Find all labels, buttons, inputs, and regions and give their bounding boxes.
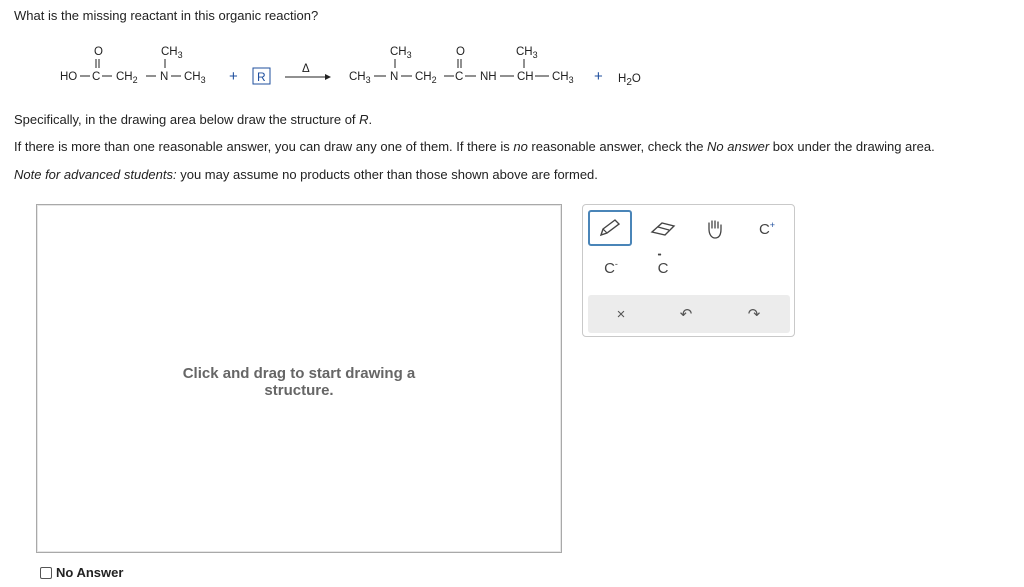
c-lone-pair-icon: •• C xyxy=(657,251,669,277)
reactant-n: N xyxy=(160,71,169,83)
reactant-n-ch3-right: $CH_3$ xyxy=(184,71,206,85)
canvas-hint: Click and drag to start drawing a structure. xyxy=(182,365,416,399)
reactant-r: R xyxy=(257,70,266,84)
c-minus-tool[interactable] xyxy=(597,254,625,282)
hand-icon xyxy=(703,217,727,241)
reactant-c: C xyxy=(92,71,101,83)
redo-icon: ↷ xyxy=(747,306,761,323)
question-text: What is the missing reactant in this organic reaction? xyxy=(14,8,319,23)
product-n-ch3-top: $CH_3$ xyxy=(390,46,412,60)
undo-icon: ↶ xyxy=(679,306,693,323)
c-minus-icon: C- xyxy=(604,259,618,277)
product-ch-ch3-top: $CH_3$ xyxy=(516,46,538,60)
no-answer-label: No Answer xyxy=(56,565,124,580)
undo-button[interactable] xyxy=(666,299,706,329)
product-ch: CH xyxy=(517,71,534,83)
drawing-canvas[interactable] xyxy=(36,204,562,553)
action-bar xyxy=(588,295,790,333)
c-plus-icon: C+ xyxy=(758,220,776,238)
no-answer-option[interactable] xyxy=(40,565,123,580)
product-o: O xyxy=(456,46,465,58)
drawing-toolbar xyxy=(582,204,795,337)
no-answer-checkbox[interactable] xyxy=(40,567,52,579)
reactant-o: O xyxy=(94,46,103,58)
instruction-line-2: If there is more than one reasonable answer, you can draw any one of them. If there is no reasonable answer, check the No answer box under the drawing area. xyxy=(14,139,935,154)
water: H2O xyxy=(618,73,641,88)
reactant-n-ch3-top: $CH_3$ xyxy=(161,46,183,60)
clear-button[interactable] xyxy=(601,299,641,329)
product-ch3-end: $CH_3$ xyxy=(552,71,574,85)
eraser-icon xyxy=(649,218,677,240)
reaction-equation xyxy=(0,38,700,98)
c-lone-pair-tool[interactable] xyxy=(649,251,677,282)
c-plus-tool[interactable] xyxy=(749,212,785,246)
product-ch3-left: $CH_3$ xyxy=(349,71,371,85)
instruction-line-1: Specifically, in the drawing area below draw the structure of R. xyxy=(14,112,373,127)
product-n: N xyxy=(390,71,399,83)
plus-2: + xyxy=(594,68,603,85)
redo-button[interactable] xyxy=(734,299,774,329)
pencil-tool[interactable] xyxy=(588,210,632,246)
clear-icon: × xyxy=(616,305,626,323)
product-c: C xyxy=(455,71,464,83)
reactant-ch2: $CH_2$ xyxy=(116,71,138,85)
hand-tool[interactable] xyxy=(697,212,733,246)
product-nh: NH xyxy=(480,71,497,83)
plus-1: + xyxy=(229,68,238,85)
instruction-line-3: Note for advanced students: you may assume no products other than those shown above are formed. xyxy=(14,167,598,182)
arrow-label: Δ xyxy=(302,63,310,75)
product-ch2: $CH_2$ xyxy=(415,71,437,85)
reaction-svg xyxy=(0,38,700,98)
reactant-ho: HO xyxy=(60,71,78,83)
pencil-icon xyxy=(597,217,623,239)
eraser-tool[interactable] xyxy=(645,212,681,246)
